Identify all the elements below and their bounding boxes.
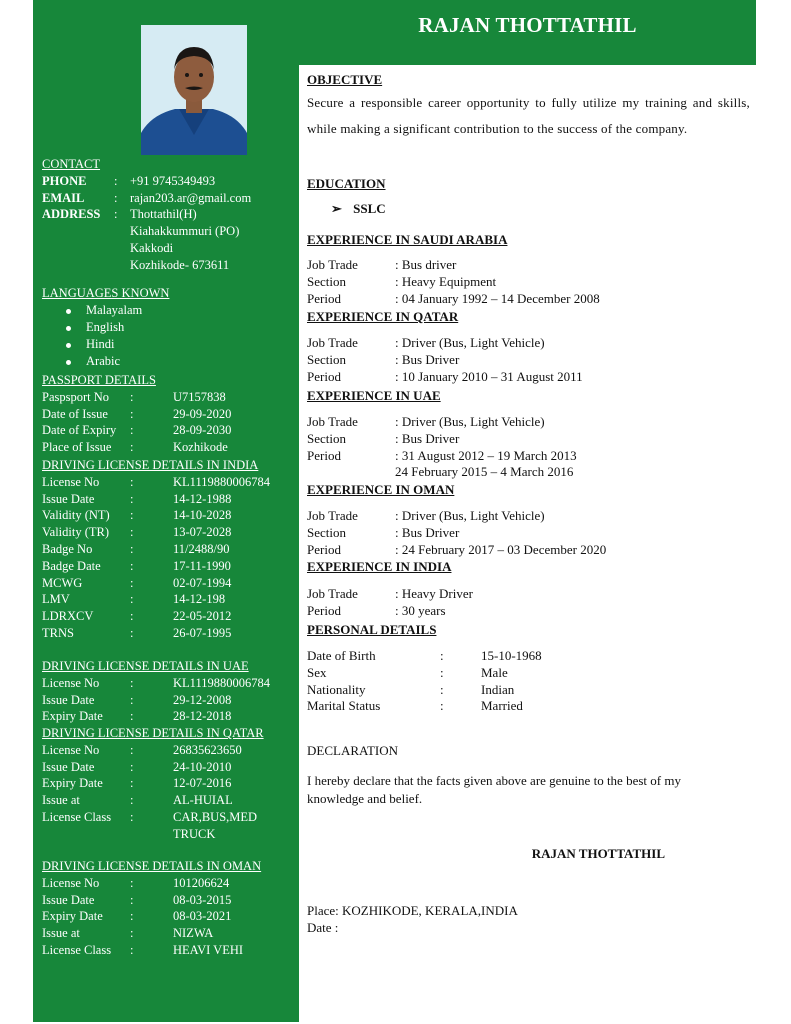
detail-value: HEAVI VEHI <box>173 942 244 957</box>
personal-value: 15-10-1968 <box>481 648 542 663</box>
experience-row <box>307 274 750 291</box>
candidate-name: RAJAN THOTTATHIL <box>418 13 637 37</box>
experience-label: Period <box>307 290 341 306</box>
disc-bullet-icon <box>66 326 71 331</box>
experience-label: Period <box>307 447 341 463</box>
separator: : <box>130 942 134 957</box>
personal-value: Male <box>481 664 508 680</box>
contact-section <box>42 156 300 274</box>
separator: : <box>130 508 134 523</box>
detail-value: 26-07-1995 <box>173 625 232 640</box>
header-bar <box>299 0 756 65</box>
email-label: EMAIL <box>42 190 85 205</box>
detail-value: 14-12-198 <box>173 592 226 607</box>
experience-label: Job Trade <box>307 335 358 350</box>
exp-qatar-section <box>307 309 750 385</box>
sidebar <box>33 0 299 1022</box>
signature-block <box>299 846 756 862</box>
detail-label: Validity (TR) <box>42 525 110 540</box>
arrow-bullet-icon: ➢ <box>331 201 342 216</box>
experience-value: : Bus Driver <box>395 524 460 540</box>
disc-bullet-icon <box>66 360 71 365</box>
profile-photo <box>141 25 247 155</box>
experience-label: Period <box>307 368 341 384</box>
experience-row <box>307 525 750 542</box>
personal-row <box>307 648 750 665</box>
experience-label: Job Trade <box>307 414 358 429</box>
education-item <box>331 201 750 217</box>
detail-label: LDRXCV <box>42 609 94 624</box>
personal-row <box>307 682 750 699</box>
experience-value: : Bus Driver <box>395 430 460 446</box>
experience-value: : 10 January 2010 – 31 August 2011 <box>395 368 583 384</box>
separator: : <box>114 207 118 222</box>
detail-value: Kozhikode <box>173 440 228 455</box>
education-section <box>307 176 750 217</box>
detail-value: KL1119880006784 <box>173 474 270 489</box>
language-label: Arabic <box>86 353 121 368</box>
education-label: SSLC <box>353 201 386 216</box>
language-label: English <box>86 319 125 334</box>
disc-bullet-icon <box>66 309 71 314</box>
phone-value: +91 9745349493 <box>130 173 216 188</box>
separator: : <box>114 173 118 188</box>
personal-label: Date of Birth <box>307 648 376 663</box>
dl-oman-heading: DRIVING LICENSE DETAILS IN OMAN <box>42 859 262 873</box>
detail-row <box>42 406 300 423</box>
experience-row <box>307 542 750 559</box>
dl-india-section <box>42 457 300 642</box>
phone-row <box>42 173 300 190</box>
personal-label: Nationality <box>307 681 366 697</box>
detail-label: LMV <box>42 592 70 607</box>
experience-row <box>307 257 750 274</box>
passport-section <box>42 372 300 456</box>
detail-value: 29-12-2008 <box>173 692 232 707</box>
detail-label: Issue at <box>42 793 80 808</box>
dl-oman-section <box>42 858 300 959</box>
separator: : <box>130 609 134 624</box>
experience-row <box>307 414 750 431</box>
personal-label: Sex <box>307 664 327 680</box>
detail-label: Expiry Date <box>42 909 103 924</box>
detail-row <box>42 524 300 541</box>
personal-section <box>307 622 750 715</box>
detail-value: 11/2488/90 <box>173 541 230 556</box>
experience-row <box>307 352 750 369</box>
separator: : <box>130 592 134 607</box>
exp-uae-section <box>307 388 750 481</box>
experience-label: Section <box>307 351 346 367</box>
personal-row <box>307 665 750 682</box>
separator: : <box>130 525 134 540</box>
detail-label: TRNS <box>42 625 74 640</box>
address-line: Thottathil(H) <box>130 207 197 222</box>
separator: : <box>130 759 134 774</box>
languages-section <box>42 285 300 370</box>
experience-value: : Driver (Bus, Light Vehicle) <box>395 508 545 523</box>
dl-india-heading: DRIVING LICENSE DETAILS IN INDIA <box>42 458 259 472</box>
email-value[interactable]: rajan203.ar@gmail.com <box>130 190 252 205</box>
detail-row <box>42 541 300 558</box>
address-row <box>42 223 300 240</box>
dl-uae-section <box>42 658 300 725</box>
objective-text: Secure a responsible career opportunity to fully utilize my training and skills, while making a significant contribution to the success of the company. <box>307 95 750 136</box>
detail-label: Expiry Date <box>42 776 103 791</box>
dl-qatar-section <box>42 725 300 843</box>
experience-label: Job Trade <box>307 508 358 523</box>
exp-saudi-section <box>307 232 750 307</box>
experience-row <box>307 448 750 465</box>
detail-row <box>42 826 300 843</box>
experience-label: Section <box>307 273 346 289</box>
separator: : <box>130 440 134 455</box>
separator: : <box>440 698 444 714</box>
experience-value: : 04 January 1992 – 14 December 2008 <box>395 290 600 306</box>
detail-value: TRUCK <box>173 826 216 841</box>
detail-value: 13-07-2028 <box>173 525 232 540</box>
email-row <box>42 190 300 207</box>
detail-label: Place of Issue <box>42 440 112 455</box>
experience-value: : 31 August 2012 – 19 March 2013 <box>395 447 577 463</box>
detail-value: 101206624 <box>173 875 230 890</box>
language-label: Malayalam <box>86 302 143 317</box>
passport-heading: PASSPORT DETAILS <box>42 373 156 387</box>
separator: : <box>130 875 134 890</box>
detail-row <box>42 892 300 909</box>
language-item <box>42 302 300 319</box>
date-line: Date : <box>307 920 339 935</box>
separator: : <box>114 190 118 205</box>
signature-name: RAJAN THOTTATHIL <box>531 846 665 861</box>
separator: : <box>130 625 134 640</box>
declaration-text: I hereby declare that the facts given above are genuine to the best of my knowledge and belief. <box>307 773 681 806</box>
language-item <box>42 319 300 336</box>
exp-india-heading: EXPERIENCE IN INDIA <box>307 559 452 574</box>
detail-row <box>42 908 300 925</box>
languages-heading: LANGUAGES KNOWN <box>42 286 170 300</box>
detail-label: License Class <box>42 942 112 957</box>
detail-row <box>42 507 300 524</box>
address-line: Kozhikode- 673611 <box>130 257 230 272</box>
separator: : <box>130 423 134 438</box>
detail-label: Date of Expiry <box>42 423 117 438</box>
separator: : <box>130 491 134 506</box>
detail-row <box>42 491 300 508</box>
detail-value: 28-09-2030 <box>173 423 232 438</box>
experience-label: Period <box>307 602 341 618</box>
detail-row <box>42 422 300 439</box>
separator: : <box>130 406 134 421</box>
detail-label: MCWG <box>42 575 83 590</box>
detail-value: AL-HUIAL <box>173 793 233 808</box>
objective-section <box>307 72 750 141</box>
experience-value: : Heavy Driver <box>395 586 473 601</box>
separator: : <box>130 809 134 824</box>
place-line: Place: KOZHIKODE, KERALA,INDIA <box>307 903 518 918</box>
personal-row <box>307 698 750 715</box>
declaration-heading: DECLARATION <box>307 743 398 758</box>
separator: : <box>130 742 134 757</box>
separator: : <box>130 474 134 489</box>
detail-row <box>42 875 300 892</box>
phone-label: PHONE <box>42 173 87 188</box>
detail-row <box>42 608 300 625</box>
experience-value: 24 February 2015 – 4 March 2016 <box>395 464 574 480</box>
exp-oman-heading: EXPERIENCE IN OMAN <box>307 482 455 497</box>
detail-value: 29-09-2020 <box>173 406 232 421</box>
detail-label: License Class <box>42 809 112 824</box>
separator: : <box>440 681 444 697</box>
separator: : <box>130 793 134 808</box>
exp-oman-section <box>307 482 750 558</box>
address-label: ADDRESS <box>42 207 101 222</box>
detail-row <box>42 942 300 959</box>
separator: : <box>130 892 134 907</box>
detail-row <box>42 625 300 642</box>
detail-value: 08-03-2015 <box>173 892 232 907</box>
detail-value: 14-12-1988 <box>173 491 232 506</box>
separator: : <box>130 776 134 791</box>
address-line: Kakkodi <box>130 240 174 255</box>
experience-label: Section <box>307 524 346 540</box>
detail-value: 14-10-2028 <box>173 508 232 523</box>
exp-india-section <box>307 559 750 620</box>
detail-label: Issue Date <box>42 491 95 506</box>
detail-label: Paspsport No <box>42 389 110 404</box>
detail-label: Issue Date <box>42 692 95 707</box>
exp-saudi-heading: EXPERIENCE IN SAUDI ARABIA <box>307 232 508 247</box>
detail-value: 28-12-2018 <box>173 709 232 724</box>
experience-row <box>307 603 750 620</box>
detail-label: Expiry Date <box>42 709 103 724</box>
experience-label: Section <box>307 430 346 446</box>
separator: : <box>130 558 134 573</box>
separator: : <box>130 692 134 707</box>
address-line: Kiahakkummuri (PO) <box>130 224 240 239</box>
separator: : <box>130 541 134 556</box>
experience-label: Job Trade <box>307 257 358 272</box>
language-item <box>42 336 300 353</box>
detail-row <box>42 675 300 692</box>
detail-row <box>42 792 300 809</box>
detail-row <box>42 742 300 759</box>
detail-value: CAR,BUS,MED <box>173 809 258 824</box>
separator: : <box>440 648 444 663</box>
experience-value: : Bus driver <box>395 257 457 272</box>
detail-row <box>42 575 300 592</box>
experience-row <box>307 464 750 481</box>
address-row <box>42 257 300 274</box>
detail-row <box>42 558 300 575</box>
detail-value: 12-07-2016 <box>173 776 232 791</box>
detail-label: Date of Issue <box>42 406 108 421</box>
detail-label: Issue Date <box>42 892 95 907</box>
detail-row <box>42 591 300 608</box>
language-item <box>42 353 300 370</box>
experience-value: : Heavy Equipment <box>395 273 497 289</box>
separator: : <box>440 664 444 680</box>
experience-row <box>307 291 750 308</box>
separator: : <box>130 575 134 590</box>
detail-label: Badge No <box>42 541 93 556</box>
personal-heading: PERSONAL DETAILS <box>307 622 437 637</box>
place-date-block <box>307 902 750 936</box>
separator: : <box>130 675 134 690</box>
detail-value: 17-11-1990 <box>173 558 231 573</box>
exp-uae-heading: EXPERIENCE IN UAE <box>307 388 441 403</box>
detail-row <box>42 389 300 406</box>
experience-value: : 24 February 2017 – 03 December 2020 <box>395 541 607 557</box>
detail-row <box>42 759 300 776</box>
address-row <box>42 240 300 257</box>
separator: : <box>130 389 134 404</box>
detail-row <box>42 925 300 942</box>
experience-label: Period <box>307 541 341 557</box>
disc-bullet-icon <box>66 343 71 348</box>
detail-value: 26835623650 <box>173 742 242 757</box>
detail-value: 08-03-2021 <box>173 909 232 924</box>
detail-label: Badge Date <box>42 558 101 573</box>
detail-value: 24-10-2010 <box>173 759 232 774</box>
detail-label: Issue Date <box>42 759 95 774</box>
detail-value: NIZWA <box>173 926 214 941</box>
personal-label: Marital Status <box>307 698 381 714</box>
declaration-section <box>307 743 750 808</box>
detail-row <box>42 708 300 725</box>
detail-label: License No <box>42 675 100 690</box>
detail-value: 22-05-2012 <box>173 609 232 624</box>
detail-row <box>42 474 300 491</box>
objective-heading: OBJECTIVE <box>307 72 383 87</box>
exp-qatar-heading: EXPERIENCE IN QATAR <box>307 309 459 324</box>
detail-row <box>42 439 300 456</box>
detail-value: 02-07-1994 <box>173 575 232 590</box>
experience-row <box>307 586 750 603</box>
detail-label: License No <box>42 875 100 890</box>
language-label: Hindi <box>86 336 115 351</box>
detail-label: Validity (NT) <box>42 508 110 523</box>
experience-value: : Driver (Bus, Light Vehicle) <box>395 414 545 429</box>
detail-row <box>42 775 300 792</box>
experience-row <box>307 508 750 525</box>
detail-label: License No <box>42 474 100 489</box>
detail-row <box>42 809 300 826</box>
detail-value: KL1119880006784 <box>173 675 270 690</box>
separator: : <box>130 926 134 941</box>
separator: : <box>130 709 134 724</box>
experience-row <box>307 335 750 352</box>
experience-value: : 30 years <box>395 602 446 618</box>
personal-value: Married <box>481 698 523 714</box>
experience-label: Job Trade <box>307 586 358 601</box>
contact-heading: CONTACT <box>42 157 101 171</box>
detail-label: Issue at <box>42 926 80 941</box>
experience-row <box>307 431 750 448</box>
personal-value: Indian <box>481 681 515 697</box>
experience-value: : Driver (Bus, Light Vehicle) <box>395 335 545 350</box>
detail-value: U7157838 <box>173 389 226 404</box>
detail-row <box>42 692 300 709</box>
dl-uae-heading: DRIVING LICENSE DETAILS IN UAE <box>42 659 249 673</box>
address-row <box>42 206 300 223</box>
experience-row <box>307 369 750 386</box>
experience-value: : Bus Driver <box>395 351 460 367</box>
detail-label: License No <box>42 742 100 757</box>
separator: : <box>130 909 134 924</box>
dl-qatar-heading: DRIVING LICENSE DETAILS IN QATAR <box>42 726 264 740</box>
education-heading: EDUCATION <box>307 176 386 191</box>
